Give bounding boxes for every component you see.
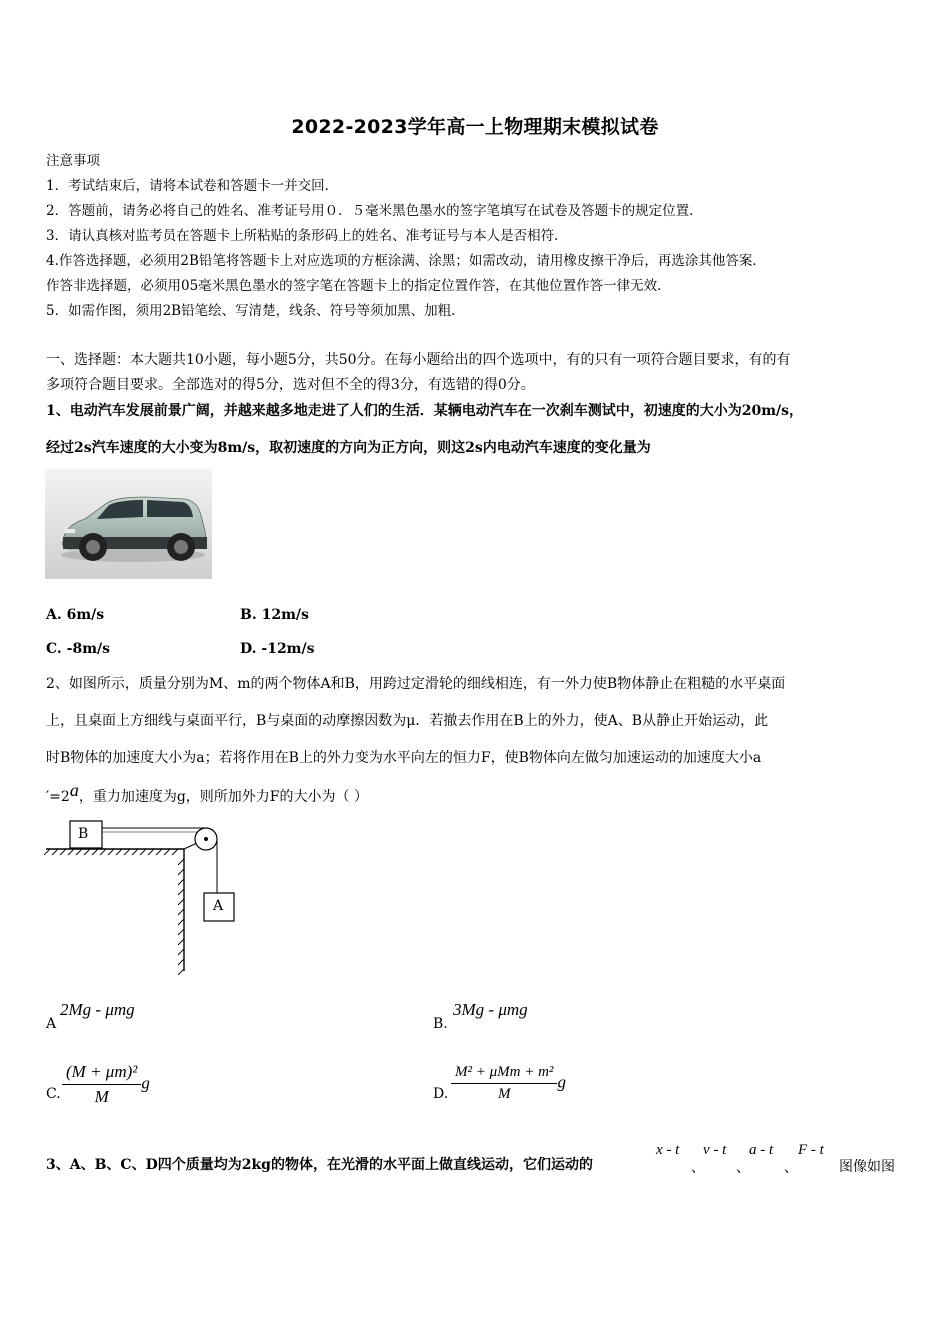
notice-heading: 注意事项	[46, 153, 100, 169]
notice-item-2: 2．答题前，请务必将自己的姓名、准考证号用０．５毫米黑色墨水的签字笔填写在试卷及答题卡的规定位置．	[46, 203, 703, 219]
q2-stem-line2: 上，且桌面上方细线与桌面平行，B与桌面的动摩擦因数为μ．若撤去作用在B上的外力，使A、B从静止开始运动，此	[46, 713, 769, 729]
q1-option-a: A. 6m/s	[46, 607, 105, 623]
electric-car-image	[45, 469, 212, 579]
q2-stem-line1: 2、如图所示，质量分别为M、m的两个物体A和B，用跨过定滑轮的细线相连，有一外力使B物体静止在粗糙的水平桌面	[46, 676, 786, 692]
q3-graph-vt: v - t	[703, 1142, 727, 1158]
notice-item-4: 4.作答选择题，必须用2B铅笔将答题卡上对应选项的方框涂满、涂黑；如需改动，请用橡皮擦干净后，再选涂其他答案．	[46, 253, 766, 269]
q2-option-a-label: A	[46, 1016, 57, 1032]
q2-option-c-numerator: (M + μm)²	[62, 1062, 141, 1085]
q1-option-b: B. 12m/s	[240, 607, 309, 623]
q2-stem-tail: ，重力加速度为g，则所加外力F的大小为（ ）	[78, 789, 368, 805]
q3-sep-3: 、	[784, 1160, 798, 1176]
q2-option-d-expr	[451, 1064, 566, 1103]
q2-option-d-fraction	[451, 1064, 557, 1103]
q1-option-c: C. -8m/s	[46, 641, 111, 657]
q1-option-d: D. -12m/s	[240, 641, 315, 657]
q3-graph-xt: x - t	[656, 1142, 680, 1158]
notice-item-1: 1．考试结束后，请将本试卷和答题卡一并交回．	[46, 178, 339, 194]
q2-option-d-label: D.	[433, 1086, 449, 1102]
q2-option-c-expr	[62, 1062, 150, 1107]
q2-option-c-fraction	[62, 1062, 141, 1107]
q3-graph-ft: F - t	[798, 1142, 824, 1158]
q2-option-a-expr: 2Mg - μmg	[60, 1000, 135, 1019]
notice-item-5: 5．如需作图，须用2B铅笔绘、写清楚，线条、符号等须加黑、加粗．	[46, 303, 465, 319]
q2-option-b-expr: 3Mg - μmg	[453, 1000, 528, 1019]
q3-sep-2: 、	[736, 1160, 750, 1176]
q1-stem-line2: 经过2s汽车速度的大小变为8m/s，取初速度的方向为正方向，则这2s内电动汽车速度的变化量为	[46, 440, 651, 456]
q2-stem-line4	[46, 780, 368, 806]
q2-option-c-denominator: M	[94, 1087, 109, 1106]
q2-a-symbol: a	[69, 780, 79, 800]
q3-graph-at: a - t	[749, 1142, 774, 1158]
q2-option-b-label: B.	[433, 1016, 448, 1032]
q2-option-d-denominator: M	[497, 1086, 511, 1102]
q3-stem-tail: 图像如图	[839, 1159, 895, 1175]
q2-prime-text: ′=2	[46, 789, 70, 805]
q2-option-c-g: g	[141, 1073, 150, 1093]
block-b-label: B	[78, 826, 89, 842]
notice-item-4-cont: 作答非选择题，必须用05毫米黑色墨水的签字笔在答题卡上的指定位置作答，在其他位置作答一律无效．	[46, 278, 671, 294]
section-intro-line1: 一、选择题：本大题共10小题，每小题5分，共50分。在每小题给出的四个选项中，有的只有一项符合题目要求，有的有	[46, 352, 791, 368]
section-intro-line2: 多项符合题目要求。全部选对的得5分，选对但不全的得3分，有选错的得0分。	[46, 377, 535, 393]
q1-stem-line1: 1、电动汽车发展前景广阔，并越来越多地走进了人们的生活．某辆电动汽车在一次刹车测试中，初速度的大小为20m/s，	[46, 403, 804, 419]
block-a-label: A	[213, 898, 224, 914]
q2-stem-line3: 时B物体的加速度大小为a；若将作用在B上的外力变为水平向左的恒力F，使B物体向左做匀加速运动的加速度大小a	[46, 750, 762, 766]
q2-option-c-label: C.	[46, 1086, 61, 1102]
page-title: 2022-2023学年高一上物理期末模拟试卷	[291, 116, 659, 138]
q2-option-d-g: g	[557, 1072, 566, 1092]
q3-sep-1: 、	[691, 1160, 705, 1176]
notice-item-3: 3．请认真核对监考员在答题卡上所粘贴的条形码上的姓名、准考证号与本人是否相符．	[46, 228, 568, 244]
q3-stem-line1: 3、A、B、C、D四个质量均为2kg的物体，在光滑的水平面上做直线运动，它们运动的	[46, 1157, 593, 1173]
pulley-diagram	[44, 815, 244, 975]
q2-option-d-numerator: M² + μMm + m²	[451, 1064, 557, 1084]
